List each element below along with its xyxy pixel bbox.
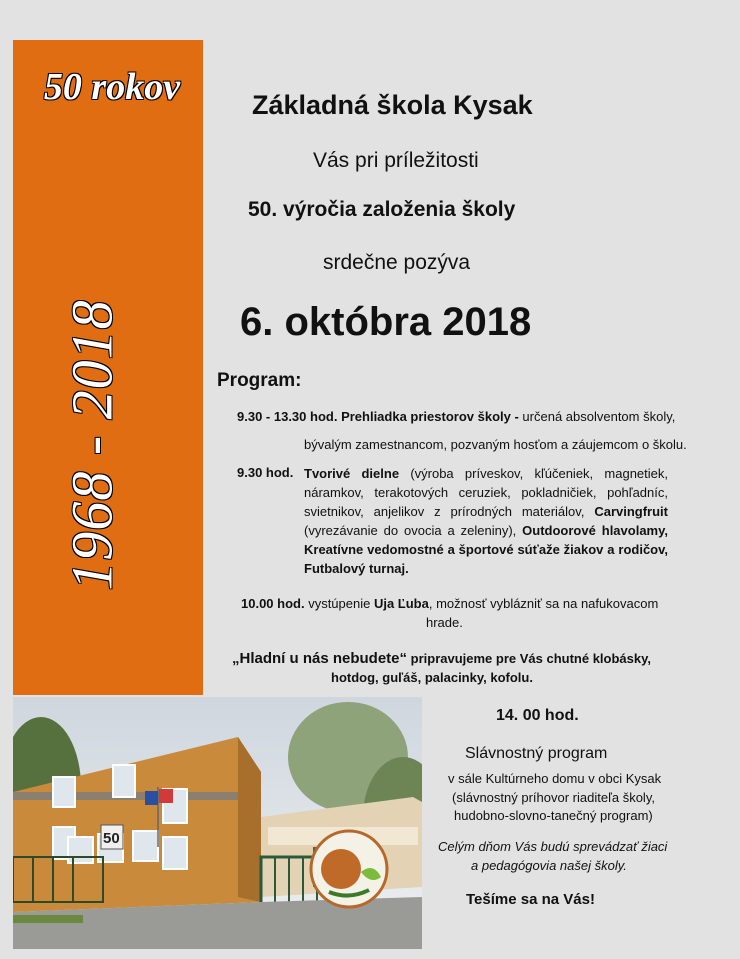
food-quote: „Hladní u nás nebudete“ [232, 650, 408, 667]
item3-time: 10.00 hod. [241, 596, 305, 611]
item1-title: Prehliadka priestorov školy - [341, 409, 519, 424]
program-item-1 [237, 409, 675, 424]
item2-b3: Outdoorové hlavolamy, Kreatívne vedomostné a športové súťaže žiakov a rodičov, Futbalový turnaj. [304, 523, 668, 576]
food-line [232, 650, 651, 667]
invite-line: srdečne pozýva [323, 251, 471, 274]
building-sign: 50 [103, 830, 120, 847]
food-t2: hotdog, guľáš, palacinky, kofolu. [331, 670, 533, 685]
item3-t1: vystúpenie [304, 596, 374, 611]
evening-note1: Celým dňom Vás budú sprevádzať žiaci [438, 839, 668, 854]
item1-time: 9.30 - 13.30 hod. [237, 409, 338, 424]
item2-t2: (vyrezávanie do ovocia a zeleniny), [304, 523, 523, 538]
school-photo [13, 697, 422, 949]
evening-title: Slávnostný program [465, 745, 608, 762]
evening-note2: a pedagógovia našej školy. [471, 858, 627, 873]
evening-time: 14. 00 hod. [496, 707, 579, 724]
evening-line2: (slávnostný príhovor riaditeľa školy, [452, 790, 655, 805]
program-item-2 [304, 464, 668, 578]
program-heading: Program: [217, 370, 302, 391]
item2-b2: Carvingfruit [594, 504, 668, 519]
school-photo-drawing [13, 697, 422, 949]
item2-time: 9.30 hod. [237, 465, 294, 480]
closing-line: Tešíme sa na Vás! [466, 891, 595, 908]
item2-t1: (výroba príveskov, kľúčeniek, magnetiek, náramkov, terakotových ceruziek, pokladničiek, pohľadníc, svietnikov, anjelikov z prírodných materiálov, [304, 466, 668, 519]
item3-b1: Uja Ľuba [373, 596, 429, 611]
food-t1: pripravujeme pre Vás chutné klobásky, [407, 651, 651, 666]
item1-text: určená absolventom školy, [522, 409, 676, 424]
evening-line3: hudobno-slovno-tanečný program) [454, 808, 653, 823]
evening-line1: v sále Kultúrneho domu v obci Kysak [448, 771, 662, 786]
intro-line: Vás pri príležitosti [313, 149, 479, 172]
event-date: 6. októbra 2018 [240, 300, 532, 344]
anniversary-label: 50 rokov [43, 66, 181, 108]
item2-b1: Tvorivé dielne [304, 466, 400, 481]
year-range: 1968 - 2018 [59, 299, 125, 591]
anniversary-line: 50. výročia založenia školy [248, 198, 516, 221]
item3-t3: hrade. [426, 615, 463, 630]
school-title: Základná škola Kysak [252, 90, 533, 120]
program-item-3 [241, 596, 658, 611]
item3-t2: , možnosť vyblázniť sa na nafukovacom [428, 596, 659, 611]
item1-text2: bývalým zamestnancom, pozvaným hosťom a záujemcom o školu. [304, 437, 687, 452]
